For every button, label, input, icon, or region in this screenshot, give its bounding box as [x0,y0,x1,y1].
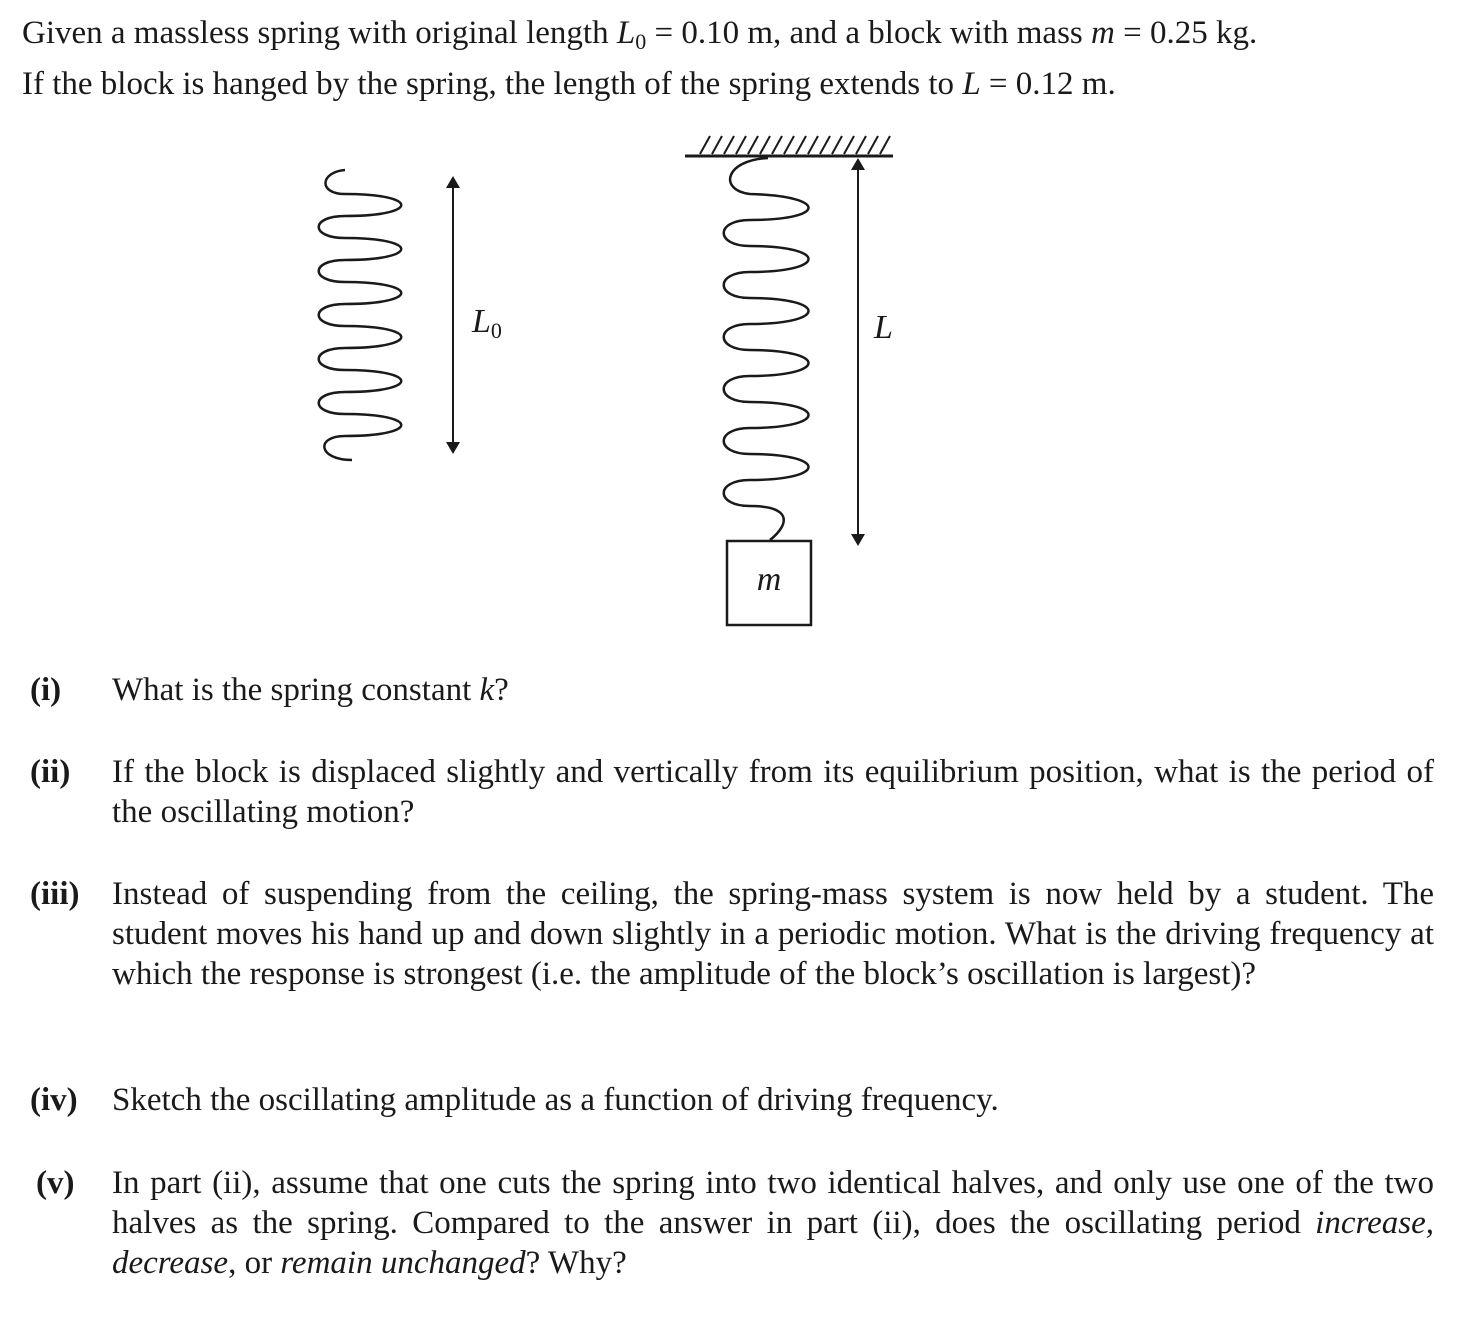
statement-text: = 0.25 kg. [1114,15,1258,51]
question-text: Instead of suspending from the ceiling, the spring-mass system is now held by a student. The student moves his hand up and down slightly in a periodic motion. What is the driving frequency at which the response is strongest (i.e. the amplitude of the block’s oscillation is largest)? [112,876,1434,992]
option-increase: increase [1315,1205,1426,1241]
statement-line-2 [22,63,1452,105]
question-number: (v) [36,1165,75,1201]
option-decrease: decrease [112,1245,229,1281]
question-text: If the block is displaced slightly and vertically from its equilibrium position, what is the period of the oscillating motion? [112,754,1434,830]
unstretched-spring [319,170,402,460]
separator: , or [228,1245,281,1281]
spring-diagram [0,120,1475,640]
var-L: L [962,66,981,102]
question-text-part: What is the spring constant [112,672,480,708]
question-number: (ii) [30,754,71,790]
question-number: (i) [30,672,62,708]
question-text-part: ? [494,672,509,708]
label-m: m [756,561,782,598]
stretched-spring [724,158,809,540]
question-text: Sketch the oscillating amplitude as a function of driving frequency. [112,1082,999,1118]
problem-statement [22,12,1452,105]
statement-line-1 [22,12,1452,63]
statement-text: = 0.12 m. [980,66,1116,102]
question-number: (iv) [30,1082,78,1118]
question-number: (iii) [30,876,80,912]
var-L0 [616,15,647,54]
label-L0: L0 [472,303,502,343]
var-subscript: 0 [635,29,647,54]
statement-text: If the block is hanged by the spring, the length of the spring extends to [22,66,963,102]
statement-text: = 0.10 m, and a block with mass [646,15,1092,51]
option-remain-unchanged: remain unchanged [280,1245,526,1281]
var-m: m [1091,15,1115,51]
question-text [112,1163,1434,1283]
statement-text: Given a massless spring with original length [22,15,617,51]
ceiling [685,136,893,156]
question-text-part: In part (ii), assume that one cuts the spring into two identical halves, and only use one of the two halves as the spring. Compared to the answer in part (ii), does the oscillating period [112,1165,1434,1241]
question-text-part: ? Why? [525,1245,627,1281]
var-k: k [479,672,495,708]
var-L: L [616,15,636,51]
label-L: L [874,309,893,346]
separator: , [1425,1205,1434,1241]
question-text [112,670,1434,710]
